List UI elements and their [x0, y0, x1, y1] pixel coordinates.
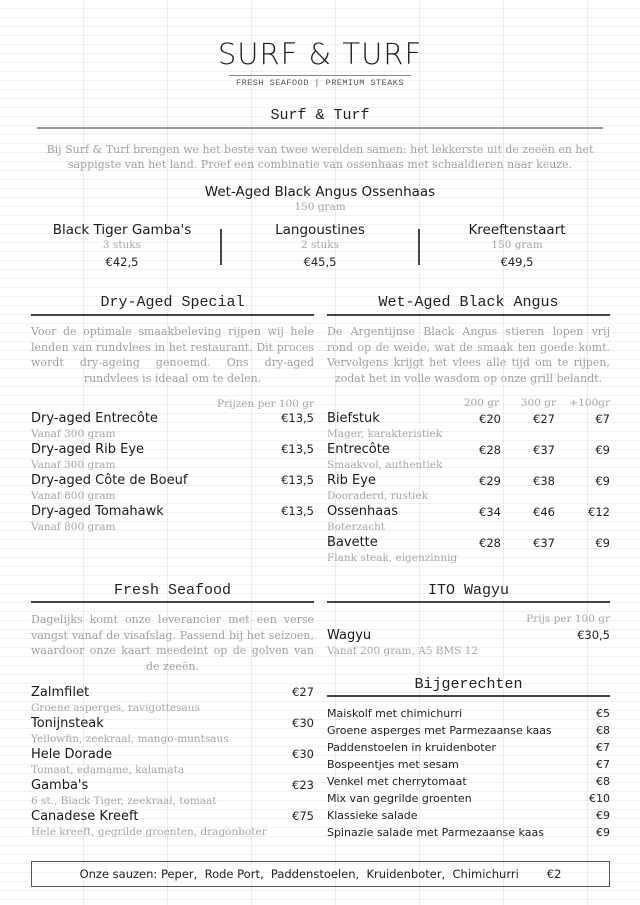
seafood-item — [31, 809, 314, 839]
dish-price-200: €20 — [479, 412, 501, 426]
dish-sub: Vanaf 200 gram, A5 BMS 12 — [327, 645, 479, 657]
logo-divider — [229, 75, 411, 76]
side-name: Groene asperges met Parmezaanse kaas — [327, 724, 552, 737]
dish-price: €30,5 — [577, 628, 610, 642]
wagyu-item — [327, 628, 610, 658]
dry-aged-intro: Voor de optimale smaakbeleving rijpen wij hele lenden van rundvlees in het restaurant. Dit proces wordt dry-ageing genoemd. Ons dry-aged rundvlees is ideaal om te delen. — [31, 325, 314, 385]
side-price: €7 — [596, 758, 610, 771]
option-name: Langoustines — [275, 222, 365, 238]
dish-price-200: €29 — [479, 474, 501, 488]
option-separator — [220, 229, 222, 265]
dry-aged-price-note: Prijzen per 100 gr — [217, 398, 314, 410]
wet-aged-divider — [327, 314, 610, 316]
seafood-title: Fresh Seafood — [113, 582, 232, 599]
dish-sub: Vanaf 800 gram — [31, 490, 116, 502]
side-name: Maiskolf met chimichurri — [327, 707, 463, 720]
dish-price: €13,5 — [281, 411, 314, 425]
side-name: Bospeentjes met sesam — [327, 758, 459, 771]
wet-aged-item — [327, 535, 610, 565]
option-price: €42,5 — [105, 255, 139, 269]
surf-turf-intro-line1: Bij Surf & Turf brengen we het beste van twee werelden samen: het lekkerste uit de zeeën en het — [46, 143, 594, 156]
dish-sub: Vanaf 300 gram — [31, 428, 116, 440]
sauces-price: €2 — [546, 867, 562, 881]
logo: SURF & TURF — [217, 37, 423, 71]
dish-name: Dry-aged Tomahawk — [31, 504, 164, 519]
side-price: €10 — [589, 792, 610, 805]
dry-aged-item — [31, 504, 314, 534]
wet-aged-item — [327, 473, 610, 503]
dish-name: Canadese Kreeft — [31, 809, 139, 824]
surf-turf-main — [0, 184, 640, 214]
dish-name: Biefstuk — [327, 411, 380, 426]
surf-turf-title: Surf & Turf — [270, 107, 370, 124]
dish-name: Wagyu — [327, 628, 372, 643]
dry-aged-item — [31, 442, 314, 472]
side-item — [327, 758, 610, 775]
dish-price-300: €27 — [533, 412, 555, 426]
side-item — [327, 724, 610, 741]
dish-name: Ossenhaas — [327, 504, 398, 519]
seafood-item — [31, 747, 314, 777]
surf-turf-option — [230, 222, 410, 269]
dish-price: €30 — [292, 747, 314, 761]
wet-aged-col-head: +100gr — [569, 397, 610, 409]
option-name: Kreeftenstaart — [468, 222, 566, 238]
dry-aged-title: Dry-Aged Special — [100, 294, 245, 311]
dish-name: Dry-aged Entrecôte — [31, 411, 158, 426]
seafood-item — [31, 716, 314, 746]
wagyu-divider — [327, 601, 610, 603]
side-price: €8 — [596, 775, 610, 788]
side-item — [327, 809, 610, 826]
option-price: €45,5 — [303, 255, 337, 269]
surf-turf-intro-line2: sappigste van het land. Proef een combinatie van ossenhaas met schaaldieren naar keuze. — [67, 158, 573, 171]
dish-sub: Yellowfin, zeekraal, mango-muntsaus — [31, 733, 229, 745]
dish-name: Dry-aged Côte de Boeuf — [31, 473, 188, 488]
option-sub: 150 gram — [491, 239, 543, 251]
main-dish-name: Wet-Aged Black Angus Ossenhaas — [204, 184, 436, 200]
dish-price: €30 — [292, 716, 314, 730]
wagyu-title: ITO Wagyu — [427, 582, 509, 599]
dish-price-300: €38 — [533, 474, 555, 488]
sides-title: Bijgerechten — [414, 676, 523, 693]
option-sub: 2 stuks — [300, 239, 340, 251]
sides-divider — [327, 695, 610, 697]
dish-sub: Vanaf 800 gram — [31, 521, 116, 533]
dish-sub: Smaakvol, authentiek — [327, 459, 443, 471]
dish-name: Tonijnsteak — [31, 716, 104, 731]
side-item — [327, 792, 610, 809]
dish-sub: Groene asperges, ravigottesaus — [31, 702, 200, 714]
surf-turf-option — [427, 222, 607, 269]
dish-sub: 6 st., Black Tiger, zeekraal, tomaat — [31, 795, 217, 807]
dish-price: €13,5 — [281, 473, 314, 487]
dish-price-300: €37 — [533, 443, 555, 457]
dish-name: Zalmfilet — [31, 685, 90, 700]
dish-price-200: €34 — [479, 505, 501, 519]
side-item — [327, 707, 610, 724]
dish-name: Hele Dorade — [31, 747, 113, 762]
side-name: Spinazie salade met Parmezaanse kaas — [327, 826, 544, 839]
dish-name: Rib Eye — [327, 473, 376, 488]
side-item — [327, 741, 610, 758]
side-price: €7 — [596, 741, 610, 754]
sauces-text: Onze sauzen: Peper, Rode Port, Paddenstoelen, Kruidenboter, Chimichurri — [79, 867, 519, 881]
surf-turf-divider — [37, 127, 603, 129]
side-name: Mix van gegrilde groenten — [327, 792, 472, 805]
option-name: Black Tiger Gamba's — [52, 222, 192, 238]
dish-price-200: €28 — [479, 443, 501, 457]
wet-aged-item — [327, 504, 610, 534]
main-dish-sub: 150 gram — [294, 201, 346, 213]
wet-aged-col-head: 200 gr — [463, 397, 499, 409]
dish-price-extra: €9 — [595, 443, 610, 457]
option-separator — [418, 229, 420, 265]
dish-name: Entrecôte — [327, 442, 390, 457]
dish-price-300: €46 — [533, 505, 555, 519]
dish-price: €27 — [292, 685, 314, 699]
dry-aged-item — [31, 411, 314, 441]
dish-price: €13,5 — [281, 442, 314, 456]
dish-price-extra: €7 — [595, 412, 610, 426]
wet-aged-item — [327, 442, 610, 472]
seafood-item — [31, 685, 314, 715]
seafood-item — [31, 778, 314, 808]
dish-sub: Mager, karakteristiek — [327, 428, 443, 440]
wet-aged-item — [327, 411, 610, 441]
dish-price: €13,5 — [281, 504, 314, 518]
side-name: Paddenstoelen in kruidenboter — [327, 741, 496, 754]
seafood-divider — [31, 601, 314, 603]
dry-aged-divider — [31, 314, 314, 316]
dish-name: Bavette — [327, 535, 378, 550]
side-price: €9 — [596, 809, 610, 822]
wet-aged-title: Wet-Aged Black Angus — [378, 294, 559, 311]
wagyu-price-note: Prijs per 100 gr — [526, 613, 610, 625]
side-price: €8 — [596, 724, 610, 737]
dish-price-extra: €9 — [595, 536, 610, 550]
dry-aged-item — [31, 473, 314, 503]
tagline: FRESH SEAFOOD | PREMIUM STEAKS — [235, 78, 405, 88]
dish-sub: Boterzacht — [327, 521, 386, 533]
dish-sub: Vanaf 300 gram — [31, 459, 116, 471]
dish-sub: Hele kreeft, gegrilde groenten, dragonboter — [31, 826, 267, 838]
dish-price: €23 — [292, 778, 314, 792]
seafood-intro: Dagelijks komt onze leverancier met een verse vangst vanaf de visafslag. Passend bij het seizoen, waardoor onze kaart meedeint op de golven van de zeeën. — [31, 613, 314, 673]
dish-price-200: €28 — [479, 536, 501, 550]
side-name: Klassieke salade — [327, 809, 418, 822]
dish-sub: Dooraderd, rustiek — [327, 490, 429, 502]
dish-price-300: €37 — [533, 536, 555, 550]
side-price: €9 — [596, 826, 610, 839]
sauces-box — [31, 861, 610, 887]
dish-price-extra: €12 — [588, 505, 610, 519]
option-sub: 3 stuks — [102, 239, 142, 251]
dish-name: Gamba's — [31, 778, 89, 793]
dish-name: Dry-aged Rib Eye — [31, 442, 145, 457]
wet-aged-intro: De Argentijnse Black Angus stieren lopen vrij rond op de weide, wat de smaak ten goede komt. Vervolgens krijgt het vlees alle tijd om te rijpen, zodat het in volle wasdom op onze grill belandt. — [327, 325, 610, 385]
dish-price: €75 — [292, 809, 314, 823]
dish-price-extra: €9 — [595, 474, 610, 488]
surf-turf-option — [32, 222, 212, 269]
wet-aged-col-head: 300 gr — [520, 397, 556, 409]
side-item — [327, 775, 610, 792]
side-price: €5 — [596, 707, 610, 720]
side-item — [327, 826, 610, 843]
dish-sub: Flank steak, eigenzinnig — [327, 552, 458, 564]
option-price: €49,5 — [500, 255, 534, 269]
dish-sub: Tomaat, edamame, kalamata — [31, 764, 185, 776]
side-name: Venkel met cherrytomaat — [327, 775, 467, 788]
